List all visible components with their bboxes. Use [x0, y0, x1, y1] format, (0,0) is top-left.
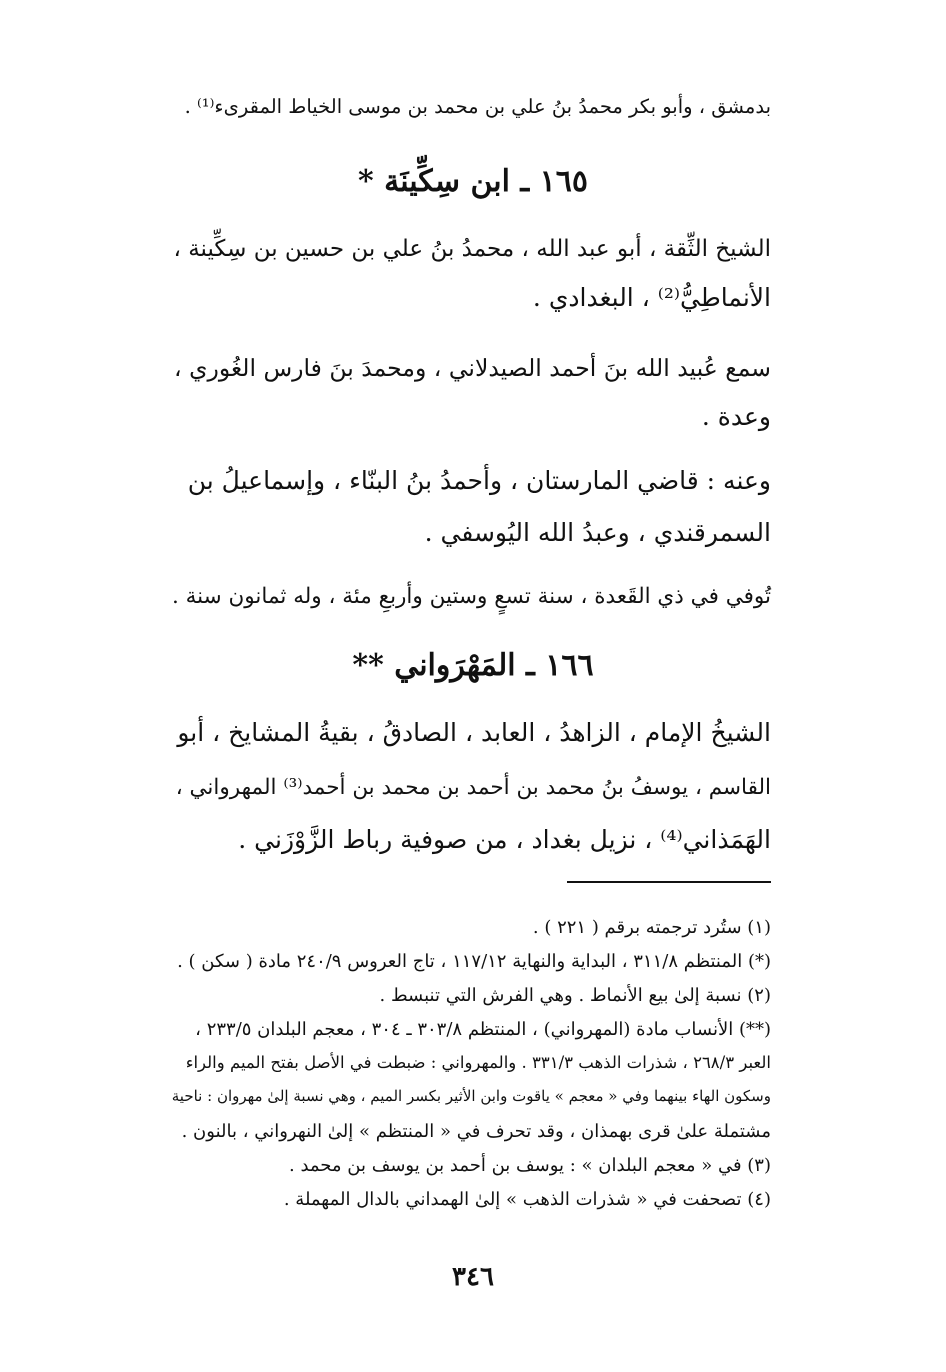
footnote-double-star-cont-1: العبر ٢٦٨/٣ ، شذرات الذهب ٣٣١/٣ . والمهرواني : ضبطت في الأصل بفتح الميم والراء [185, 1053, 771, 1072]
footnote-2: (٢) نسبة إلىٰ بيع الأنماط . وهي الفرش التي تنبسط . [379, 985, 771, 1006]
footnote-double-star-cont-3: مشتملة علىٰ قرى بهمذان ، وقد تحرف في « المنتظم » إلىٰ النهرواني ، بالنون . [181, 1121, 771, 1142]
footnote-1: (١) ستُرد ترجمته برقم ( ٢٢١ ) . [532, 917, 771, 938]
text-line-6: وعنه : قاضي المارستان ، وأحمدُ بنُ البنّاء ، وإسماعيلُ بن [187, 466, 771, 495]
text-line-9: الشيخُ الإمام ، الزاهدُ ، العابد ، الصادقُ ، بقيةُ المشايخ ، أبو [177, 718, 771, 747]
text-line-1: بدمشق ، وأبو بكر محمدُ بنُ علي بن محمد بن موسى الخياط المقرىء⁽¹⁾ . [184, 95, 771, 118]
page-number: ٣٤٦ [452, 1262, 494, 1292]
footnote-star: (*) المنتظم ٣١١/٨ ، البداية والنهاية ١١٧/١٢ ، تاج العروس ٢٤٠/٩ مادة ( سكن ) . [177, 951, 771, 972]
footnote-3: (٣) في « معجم البلدان » : يوسف بن أحمد بن يوسف بن محمد . [289, 1155, 771, 1176]
text-line-11: الهَمَذاني⁽⁴⁾ ، نزيل بغداد ، من صوفية رباط الزَّوْزَني . [238, 825, 771, 854]
footnote-double-star-cont-2: وسكون الهاء بينهما وفي « معجم » ياقوت وابن الأثير بكسر الميم ، وهي نسبة إلىٰ مهروان : ناحية [171, 1087, 771, 1105]
text-line-10: القاسم ، يوسفُ بنُ محمد بن أحمد بن محمد بن أحمد⁽³⁾ المهرواني ، [175, 775, 771, 800]
footnote-double-star: (**) الأنساب مادة (المهرواني) ، المنتظم ٣٠٣/٨ ـ ٣٠٤ ، معجم البلدان ٢٣٣/٥ ، [195, 1019, 771, 1040]
text-line-8: تُوفي في ذي القَعدة ، سنة تسعٍ وستين وأربعِ مئة ، وله ثمانون سنة . [171, 584, 771, 609]
text-line-7: السمرقندي ، وعبدُ الله اليُوسفي . [424, 518, 771, 547]
text-line-4: سمع عُبيد الله بنَ أحمد الصيدلاني ، ومحمدَ بنَ فارس الغُوري ، [174, 354, 771, 382]
text-line-2: الشيخ الثِّقة ، أبو عبد الله ، محمدُ بنُ علي بن حسين بن سِكِّينة ، [173, 236, 771, 262]
footnote-4: (٤) تصحفت في « شذرات الذهب » إلىٰ الهمداني بالدال المهملة . [283, 1189, 771, 1210]
entry-heading-166: ١٦٦ ـ المَهْرَواني ** [352, 648, 594, 683]
footnote-separator [567, 881, 771, 883]
text-line-5: وعدة . [701, 402, 771, 431]
entry-heading-165: ١٦٥ ـ ابن سِكِّينَة * [357, 164, 588, 199]
text-line-3: الأنماطِيُّ⁽²⁾ ، البغدادي . [532, 283, 771, 312]
